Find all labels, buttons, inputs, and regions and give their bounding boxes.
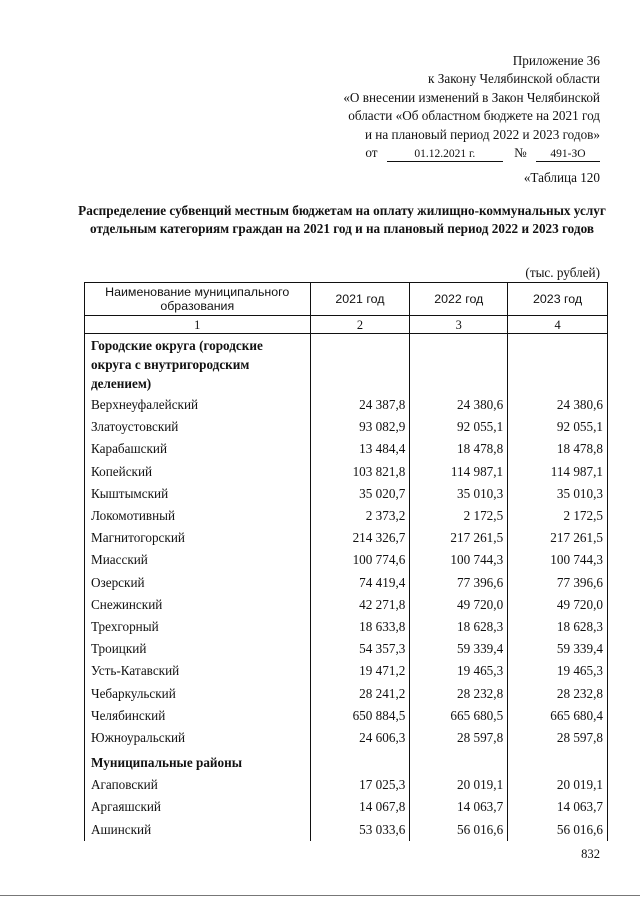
value-2023-cell: 56 016,6 xyxy=(508,819,608,841)
value-2022-cell: 35 010,3 xyxy=(410,483,508,505)
header-2021: 2021 год xyxy=(310,283,410,316)
value-2022-cell: 665 680,5 xyxy=(410,705,508,727)
municipality-cell: Озерский xyxy=(85,572,311,594)
value-2021-cell: 42 271,8 xyxy=(310,594,410,616)
table-row xyxy=(85,705,608,727)
value-2022-cell: 2 172,5 xyxy=(410,505,508,527)
table-row xyxy=(85,416,608,438)
group-heading-row xyxy=(85,749,608,774)
value-2021-cell: 35 020,7 xyxy=(310,483,410,505)
municipality-cell: Миасский xyxy=(85,549,311,571)
municipality-cell: Муниципальные районы xyxy=(85,749,311,774)
value-2023-cell: 49 720,0 xyxy=(508,594,608,616)
value-2022-cell: 49 720,0 xyxy=(410,594,508,616)
value-2023-cell xyxy=(508,334,608,395)
law-date: 01.12.2021 г. xyxy=(387,147,503,162)
municipality-cell: Городские округа (городские округа с внутригородским делением) xyxy=(85,334,311,395)
law-date-number-line xyxy=(343,144,600,162)
value-2021-cell: 24 387,8 xyxy=(310,394,410,416)
value-2022-cell: 56 016,6 xyxy=(410,819,508,841)
value-2023-cell: 665 680,4 xyxy=(508,705,608,727)
header-municipality: Наименование муниципального образования xyxy=(85,283,311,316)
table-row xyxy=(85,527,608,549)
value-2021-cell: 18 633,8 xyxy=(310,616,410,638)
column-number-3: 3 xyxy=(410,316,508,334)
value-2023-cell: 19 465,3 xyxy=(508,660,608,682)
municipality-cell: Карабашский xyxy=(85,438,311,460)
value-2022-cell: 14 063,7 xyxy=(410,796,508,818)
value-2022-cell: 92 055,1 xyxy=(410,416,508,438)
document-title: Распределение субвенций местным бюджетам на оплату жилищно-коммунальных услуг отдельным категориям граждан на 2021 год и на плановый период 2022 и 2023 годов xyxy=(78,203,606,236)
value-2023-cell: 18 478,8 xyxy=(508,438,608,460)
value-2022-cell: 18 478,8 xyxy=(410,438,508,460)
municipality-cell: Троицкий xyxy=(85,638,311,660)
value-2022-cell: 19 465,3 xyxy=(410,660,508,682)
municipality-cell: Чебаркульский xyxy=(85,682,311,704)
value-2021-cell: 103 821,8 xyxy=(310,461,410,483)
units-label: (тыс. рублей) xyxy=(525,265,600,280)
column-number-2: 2 xyxy=(310,316,410,334)
table-row xyxy=(85,394,608,416)
municipality-cell: Агаповский xyxy=(85,774,311,796)
municipality-cell: Кыштымский xyxy=(85,483,311,505)
value-2021-cell: 214 326,7 xyxy=(310,527,410,549)
value-2023-cell: 14 063,7 xyxy=(508,796,608,818)
value-2021-cell: 13 484,4 xyxy=(310,438,410,460)
table-row xyxy=(85,461,608,483)
value-2022-cell: 28 232,8 xyxy=(410,682,508,704)
table-header-row xyxy=(85,283,608,316)
footer-divider xyxy=(0,895,640,896)
value-2022-cell: 59 339,4 xyxy=(410,638,508,660)
table-row xyxy=(85,796,608,818)
value-2023-cell: 100 744,3 xyxy=(508,549,608,571)
value-2021-cell: 17 025,3 xyxy=(310,774,410,796)
subvention-table xyxy=(84,282,608,841)
value-2022-cell: 20 019,1 xyxy=(410,774,508,796)
municipality-cell: Магнитогорский xyxy=(85,527,311,549)
from-label: от xyxy=(365,145,378,161)
table-row xyxy=(85,438,608,460)
table-row xyxy=(85,505,608,527)
value-2023-cell: 28 597,8 xyxy=(508,727,608,749)
appendix-line-1: Приложение 36 xyxy=(512,53,600,68)
municipality-cell: Южноуральский xyxy=(85,727,311,749)
value-2022-cell xyxy=(410,749,508,774)
table-row xyxy=(85,594,608,616)
value-2023-cell: 77 396,6 xyxy=(508,572,608,594)
municipality-cell: Златоустовский xyxy=(85,416,311,438)
municipality-cell: Верхнеуфалейский xyxy=(85,394,311,416)
municipality-cell: Усть-Катавский xyxy=(85,660,311,682)
table-row xyxy=(85,483,608,505)
value-2022-cell: 114 987,1 xyxy=(410,461,508,483)
value-2023-cell: 92 055,1 xyxy=(508,416,608,438)
municipality-cell: Ашинский xyxy=(85,819,311,841)
value-2022-cell: 18 628,3 xyxy=(410,616,508,638)
municipality-cell: Снежинский xyxy=(85,594,311,616)
table-row xyxy=(85,572,608,594)
appendix-line-4: области «Об областном бюджете на 2021 год xyxy=(348,108,600,124)
value-2023-cell xyxy=(508,749,608,774)
municipality-cell: Локомотивный xyxy=(85,505,311,527)
table-row xyxy=(85,819,608,841)
municipality-cell: Трехгорный xyxy=(85,616,311,638)
value-2023-cell: 59 339,4 xyxy=(508,638,608,660)
municipality-cell: Копейский xyxy=(85,461,311,483)
header-2022: 2022 год xyxy=(410,283,508,316)
value-2023-cell: 2 172,5 xyxy=(508,505,608,527)
value-2021-cell: 54 357,3 xyxy=(310,638,410,660)
table-row xyxy=(85,660,608,682)
value-2021-cell: 100 774,6 xyxy=(310,549,410,571)
column-number-1: 1 xyxy=(85,316,311,334)
appendix-line-5: и на плановый период 2022 и 2023 годов» xyxy=(364,126,600,142)
group-heading-row xyxy=(85,334,608,395)
value-2023-cell: 114 987,1 xyxy=(508,461,608,483)
table-row xyxy=(85,774,608,796)
value-2022-cell: 28 597,8 xyxy=(410,727,508,749)
value-2021-cell xyxy=(310,749,410,774)
page-number: 832 xyxy=(581,847,600,861)
appendix-line-2: к Закону Челябинской области xyxy=(428,71,600,87)
table-body xyxy=(85,334,608,841)
appendix-line-3: «О внесении изменений в Закон Челябинской xyxy=(343,89,600,105)
value-2023-cell: 28 232,8 xyxy=(508,682,608,704)
header-2023: 2023 год xyxy=(508,283,608,316)
value-2021-cell: 24 606,3 xyxy=(310,727,410,749)
table-row xyxy=(85,616,608,638)
value-2022-cell: 217 261,5 xyxy=(410,527,508,549)
value-2023-cell: 35 010,3 xyxy=(508,483,608,505)
value-2022-cell: 100 744,3 xyxy=(410,549,508,571)
value-2021-cell xyxy=(310,334,410,395)
number-label: № xyxy=(514,145,527,161)
value-2022-cell: 77 396,6 xyxy=(410,572,508,594)
value-2021-cell: 74 419,4 xyxy=(310,572,410,594)
municipality-cell: Челябинский xyxy=(85,705,311,727)
value-2021-cell: 93 082,9 xyxy=(310,416,410,438)
law-number: 491-ЗО xyxy=(536,147,600,162)
value-2021-cell: 19 471,2 xyxy=(310,660,410,682)
value-2023-cell: 217 261,5 xyxy=(508,527,608,549)
table-reference: «Таблица 120 xyxy=(523,170,600,185)
table-row xyxy=(85,549,608,571)
value-2022-cell: 24 380,6 xyxy=(410,394,508,416)
value-2021-cell: 28 241,2 xyxy=(310,682,410,704)
table-row xyxy=(85,638,608,660)
value-2021-cell: 53 033,6 xyxy=(310,819,410,841)
value-2021-cell: 14 067,8 xyxy=(310,796,410,818)
value-2023-cell: 18 628,3 xyxy=(508,616,608,638)
table-row xyxy=(85,727,608,749)
table-row xyxy=(85,682,608,704)
municipality-cell: Аргаяшский xyxy=(85,796,311,818)
appendix-header xyxy=(343,52,600,162)
value-2021-cell: 2 373,2 xyxy=(310,505,410,527)
value-2023-cell: 20 019,1 xyxy=(508,774,608,796)
value-2023-cell: 24 380,6 xyxy=(508,394,608,416)
value-2022-cell xyxy=(410,334,508,395)
column-number-4: 4 xyxy=(508,316,608,334)
column-number-row xyxy=(85,316,608,334)
value-2021-cell: 650 884,5 xyxy=(310,705,410,727)
